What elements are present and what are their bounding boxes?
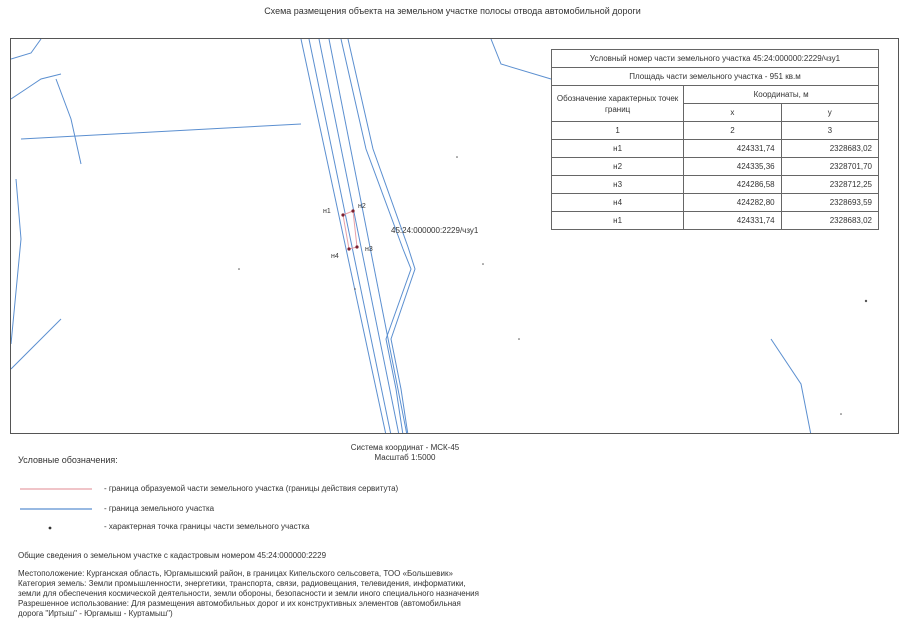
cell-x: 424335,36	[684, 158, 781, 176]
legend-text: - граница образуемой части земельного участка (границы действия сервитута)	[104, 484, 399, 493]
boundary-line	[11, 74, 61, 99]
cell-x: 424331,74	[684, 212, 781, 230]
boundary-line	[11, 319, 61, 369]
col-header-y: y	[781, 104, 878, 122]
pink-line-icon	[20, 482, 92, 496]
legend-text: - характерная точка границы части земельного участка	[104, 522, 310, 531]
cell-point: н1	[552, 212, 684, 230]
cell-y: 2328683,02	[781, 140, 878, 158]
point-label: н2	[358, 203, 366, 210]
parcel-label: 45:24:000000:2229/чзу1	[391, 226, 479, 235]
road-line	[301, 39, 386, 434]
road-line	[309, 39, 391, 434]
legend-title: Условные обозначения:	[18, 455, 118, 465]
table-row	[552, 176, 879, 194]
col-header-coords: Координаты, м	[684, 86, 879, 104]
cell-y: 2328701,70	[781, 158, 878, 176]
coordinate-system: Система координат - МСК-45	[350, 443, 460, 452]
road-line	[319, 39, 399, 434]
col-number: 2	[684, 122, 781, 140]
cell-x: 424331,74	[684, 140, 781, 158]
table-row	[552, 158, 879, 176]
info-line: Разрешенное использование: Для размещения автомобильных дорог и их конструктивных элементов (автомобильная	[18, 599, 461, 608]
point-n1-marker	[341, 213, 344, 216]
info-line: дорога "Иртыш" - Юргамыш - Куртамыш")	[18, 609, 173, 618]
map-scale: Масштаб 1:5000	[374, 453, 436, 462]
boundary-line	[348, 39, 415, 434]
cell-y: 2328712,25	[781, 176, 878, 194]
cell-point: н1	[552, 140, 684, 158]
col-header-point: Обозначение характерных точек границ	[552, 86, 684, 122]
point-n2-marker	[351, 209, 354, 212]
coordinate-system-block	[300, 443, 510, 463]
point-label: н1	[323, 208, 331, 215]
blue-line-icon	[20, 502, 92, 516]
point-label: н4	[331, 253, 339, 260]
table-header-number: Условный номер части земельного участка 45:24:000000:2229/чзу1	[552, 50, 879, 68]
dot-icon	[20, 520, 92, 534]
col-number: 3	[781, 122, 878, 140]
characteristic-points	[341, 209, 358, 250]
boundary-line	[771, 339, 811, 434]
table-row	[552, 194, 879, 212]
boundary-line	[491, 39, 551, 79]
map-frame[interactable]	[10, 38, 899, 434]
info-line: Категория земель: Земли промышленности, энергетики, транспорта, связи, радиовещания, телевидения, информатики,	[18, 579, 466, 588]
boundary-line	[11, 39, 41, 59]
cell-y: 2328683,02	[781, 212, 878, 230]
point-n4-marker	[347, 247, 350, 250]
boundary-line	[21, 124, 301, 139]
cell-x: 424286,58	[684, 176, 781, 194]
document-title: Схема размещения объекта на земельном участке полосы отвода автомобильной дороги	[264, 6, 641, 16]
cell-point: н2	[552, 158, 684, 176]
point-n3-marker	[355, 245, 358, 248]
cell-y: 2328693,59	[781, 194, 878, 212]
coordinates-table	[551, 49, 879, 230]
info-block	[18, 569, 558, 619]
info-line: Местоположение: Курганская область, Юргамышский район, в границах Кипельского сельсовета, ТОО «Большевик»	[18, 569, 453, 578]
table-row	[552, 140, 879, 158]
cell-x: 424282,80	[684, 194, 781, 212]
info-title: Общие сведения о земельном участке с кадастровым номером 45:24:000000:2229	[18, 551, 327, 560]
road-line	[329, 39, 407, 434]
boundary-line	[11, 179, 21, 344]
info-line: земли для обеспечения космической деятельности, земли обороны, безопасности и земли иного специального назначения	[18, 589, 479, 598]
col-header-x: x	[684, 104, 781, 122]
boundary-line	[341, 39, 411, 434]
table-header-area: Площадь части земельного участка - 951 кв.м	[552, 68, 879, 86]
point-label: н3	[365, 246, 373, 253]
boundary-line	[56, 79, 81, 164]
legend-text: - граница земельного участка	[104, 504, 215, 513]
col-number: 1	[552, 122, 684, 140]
table-row	[552, 212, 879, 230]
cell-point: н3	[552, 176, 684, 194]
cell-point: н4	[552, 194, 684, 212]
